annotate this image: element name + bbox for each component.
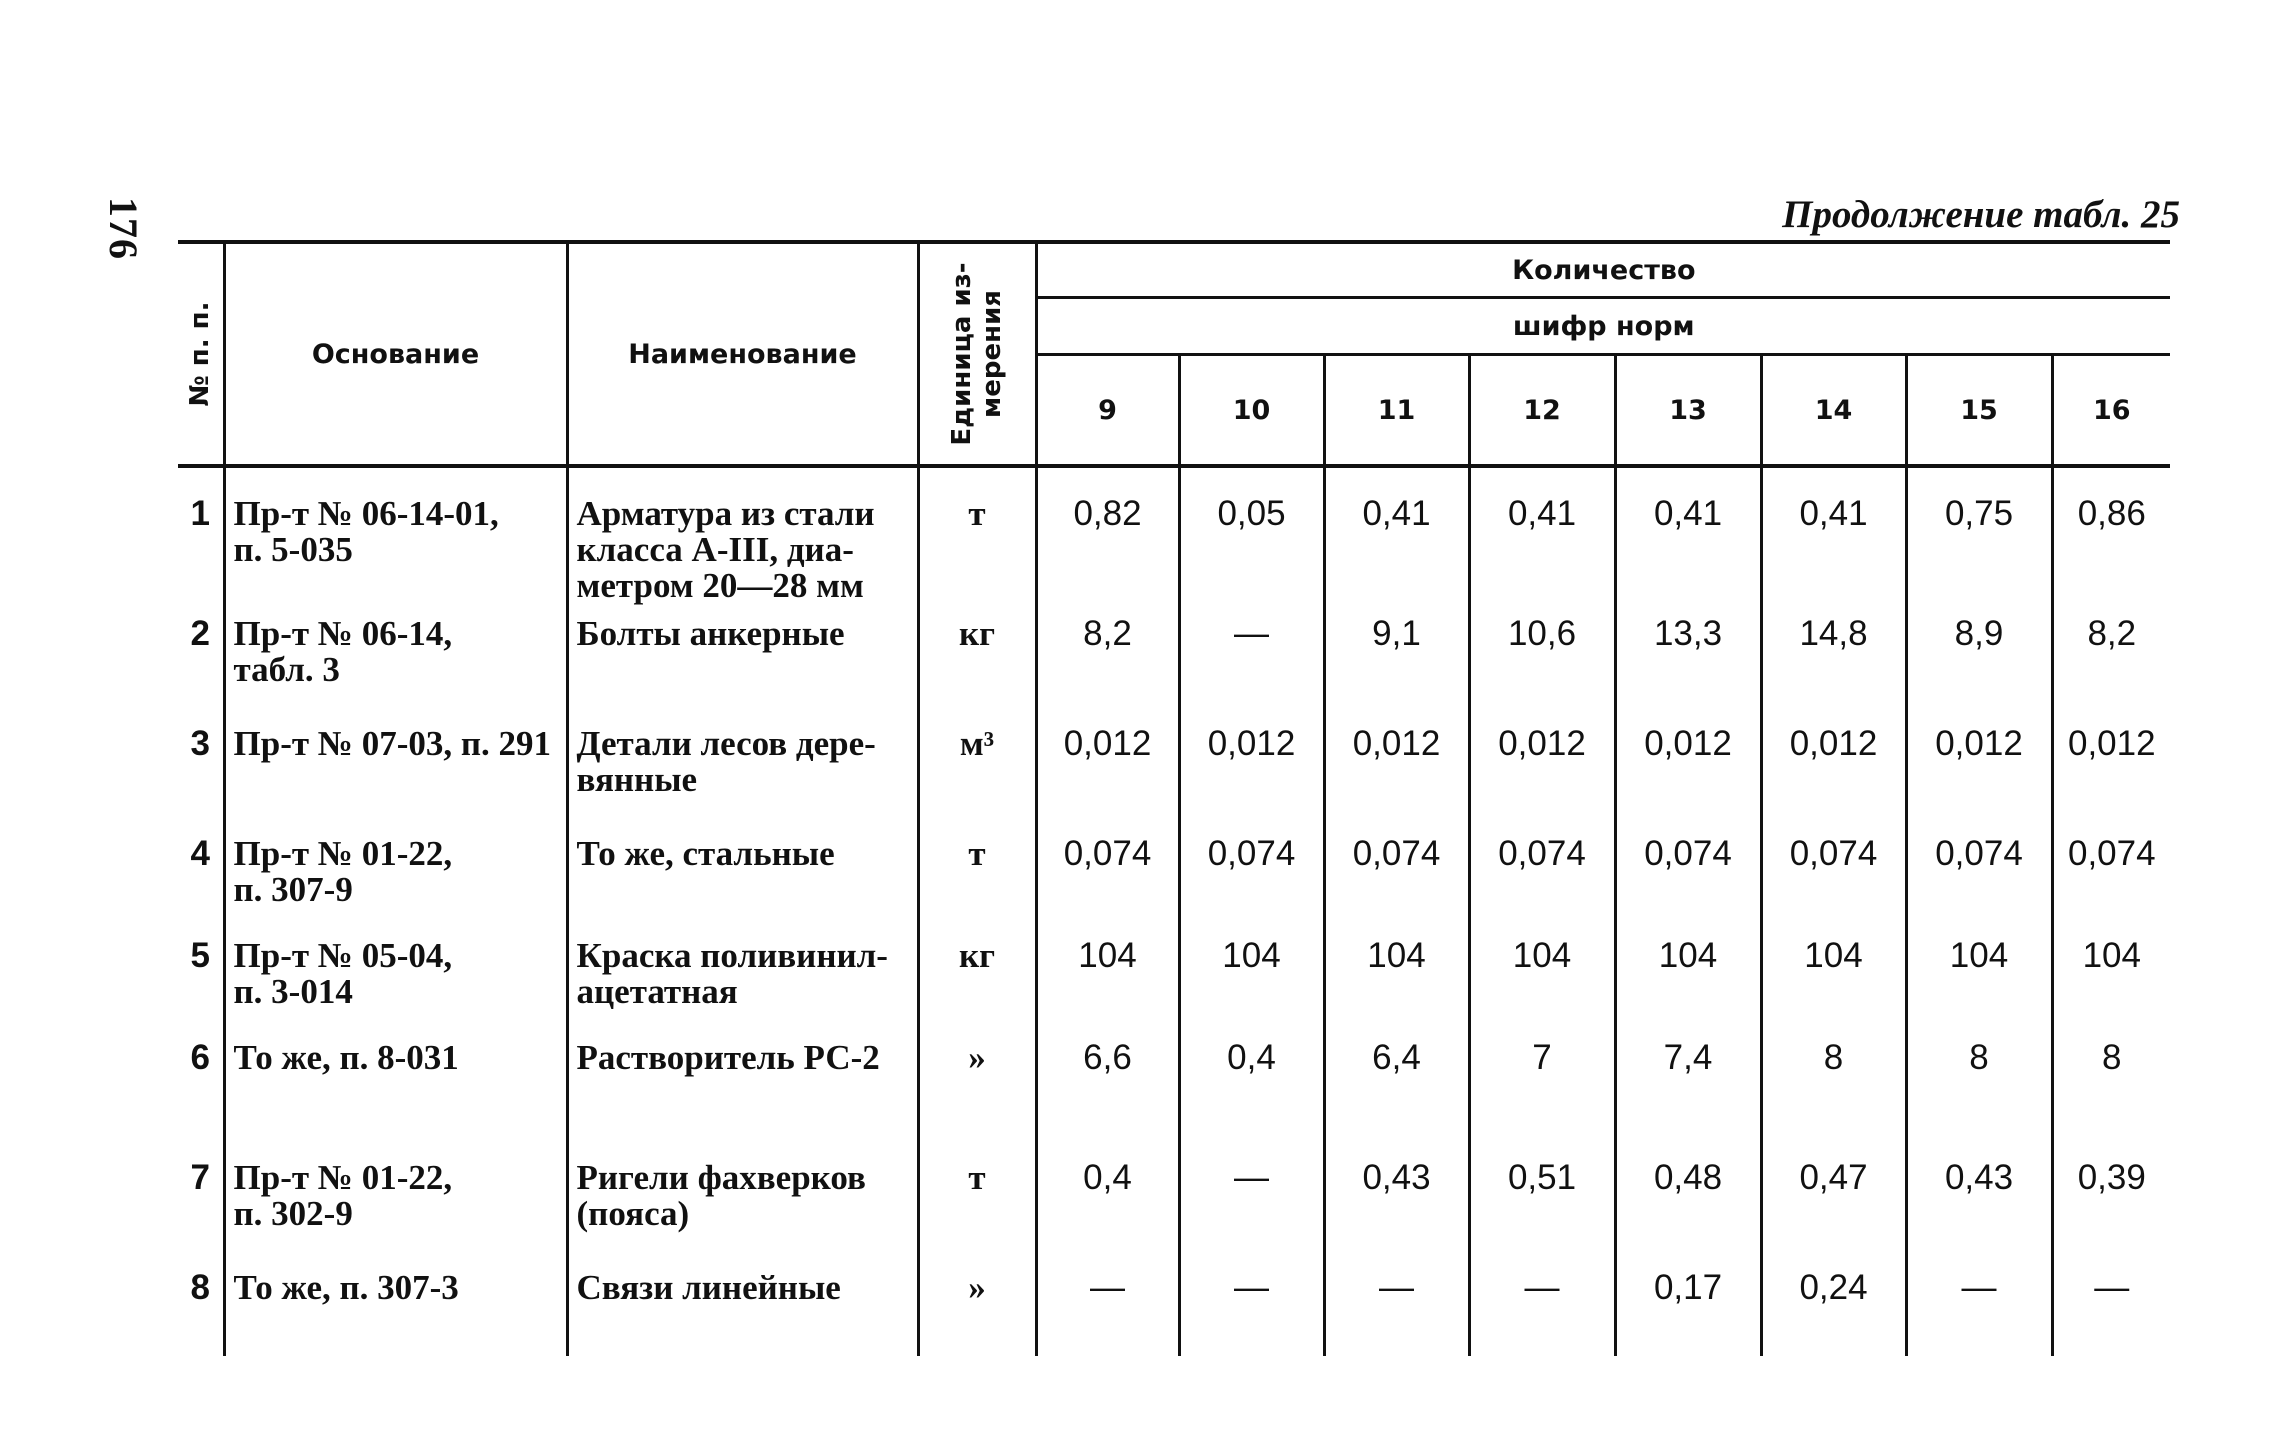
row-value: 0,074 [1615, 826, 1761, 928]
row-unit: кг [918, 928, 1036, 1030]
row-basis: Пр-т № 01-22, п. 307-9 [224, 826, 567, 928]
row-name: Связи линейные [567, 1258, 918, 1356]
row-value: 0,074 [1324, 826, 1469, 928]
row-value: 0,012 [1179, 716, 1324, 826]
row-name: То же, стальные [567, 826, 918, 928]
row-value: 0,012 [1761, 716, 1906, 826]
table-row [178, 928, 2170, 1030]
row-value: — [1179, 606, 1324, 716]
row-value: 0,012 [1324, 716, 1469, 826]
row-value: 104 [1036, 928, 1179, 1030]
row-value: — [1324, 1258, 1469, 1356]
header-code: 11 [1324, 355, 1469, 467]
row-value: 0,51 [1469, 1150, 1615, 1258]
row-unit: т [918, 1150, 1036, 1258]
row-value: 0,82 [1036, 466, 1179, 606]
row-value: 0,39 [2052, 1150, 2170, 1258]
row-value: — [1469, 1258, 1615, 1356]
row-value: 0,012 [1469, 716, 1615, 826]
row-basis: Пр-т № 06-14-01, п. 5-035 [224, 466, 567, 606]
row-value: — [1179, 1258, 1324, 1356]
row-value: 0,012 [2052, 716, 2170, 826]
row-number: 6 [190, 1038, 210, 1077]
norms-table-wrap [178, 240, 2170, 1356]
table-header [178, 242, 2170, 466]
row-value: 0,47 [1761, 1150, 1906, 1258]
row-value: 0,41 [1469, 466, 1615, 606]
row-name: Растворитель РС-2 [567, 1030, 918, 1150]
row-unit: т [918, 826, 1036, 928]
row-value: 0,012 [1906, 716, 2052, 826]
row-value: 104 [1324, 928, 1469, 1030]
header-code: 16 [2052, 355, 2170, 467]
row-value: 8,2 [1036, 606, 1179, 716]
header-unit: Единица из- мерения [918, 242, 1036, 466]
row-value: 0,41 [1761, 466, 1906, 606]
table-row [178, 1030, 2170, 1150]
row-value: 14,8 [1761, 606, 1906, 716]
row-value: 0,75 [1906, 466, 2052, 606]
row-name: Арматура из стали класса А-III, диа- метром 20—28 мм [567, 466, 918, 606]
row-unit: т [918, 466, 1036, 606]
row-value: 9,1 [1324, 606, 1469, 716]
header-code: 10 [1179, 355, 1324, 467]
table-caption: Продолжение табл. 25 [1782, 193, 2180, 236]
row-basis: Пр-т № 07-03, п. 291 [224, 716, 567, 826]
row-value: 6,4 [1324, 1030, 1469, 1150]
header-basis: Основание [224, 242, 567, 466]
header-quantity: Количество [1036, 242, 2170, 298]
row-value: — [1906, 1258, 2052, 1356]
row-basis: То же, п. 8-031 [224, 1030, 567, 1150]
row-unit: м³ [918, 716, 1036, 826]
row-number: 8 [190, 1268, 210, 1307]
row-value: 0,17 [1615, 1258, 1761, 1356]
row-unit: кг [918, 606, 1036, 716]
header-code: 14 [1761, 355, 1906, 467]
table-row [178, 606, 2170, 716]
row-value: 104 [2052, 928, 2170, 1030]
row-value: 104 [1906, 928, 2052, 1030]
table-row [178, 716, 2170, 826]
row-value: 0,41 [1615, 466, 1761, 606]
row-value: 0,4 [1179, 1030, 1324, 1150]
row-value: 0,41 [1324, 466, 1469, 606]
norms-table [178, 240, 2170, 1356]
header-norm-code: шифр норм [1036, 298, 2170, 355]
row-value: 0,012 [1615, 716, 1761, 826]
page-number: 176 [101, 197, 146, 260]
row-unit: » [918, 1258, 1036, 1356]
row-value: 0,074 [1469, 826, 1615, 928]
row-value: 0,86 [2052, 466, 2170, 606]
table-row [178, 826, 2170, 928]
row-value: 0,4 [1036, 1150, 1179, 1258]
row-value: 0,05 [1179, 466, 1324, 606]
table-row [178, 1258, 2170, 1356]
row-number: 2 [190, 614, 210, 653]
row-value: 104 [1761, 928, 1906, 1030]
header-code: 13 [1615, 355, 1761, 467]
row-value: 7,4 [1615, 1030, 1761, 1150]
table-row [178, 1150, 2170, 1258]
row-value: 10,6 [1469, 606, 1615, 716]
row-value: 0,074 [1036, 826, 1179, 928]
row-value: 0,074 [1179, 826, 1324, 928]
row-value: 104 [1469, 928, 1615, 1030]
header-name: Наименование [567, 242, 918, 466]
row-number: 7 [190, 1158, 210, 1197]
row-number: 3 [190, 724, 210, 763]
row-value: 8 [1761, 1030, 1906, 1150]
row-number: 5 [190, 936, 210, 975]
row-value: 7 [1469, 1030, 1615, 1150]
row-basis: Пр-т № 01-22, п. 302-9 [224, 1150, 567, 1258]
row-basis: Пр-т № 06-14, табл. 3 [224, 606, 567, 716]
row-value: 8,9 [1906, 606, 2052, 716]
table-row [178, 466, 2170, 606]
row-value: 0,24 [1761, 1258, 1906, 1356]
row-name: Краска поливинил- ацетатная [567, 928, 918, 1030]
header-code: 15 [1906, 355, 2052, 467]
row-value: — [2052, 1258, 2170, 1356]
row-value: 0,074 [1906, 826, 2052, 928]
row-value: — [1036, 1258, 1179, 1356]
row-number: 4 [190, 834, 210, 873]
row-value: 13,3 [1615, 606, 1761, 716]
row-number: 1 [190, 494, 210, 533]
row-name: Болты анкерные [567, 606, 918, 716]
row-name: Детали лесов дере- вянные [567, 716, 918, 826]
row-value: 0,074 [2052, 826, 2170, 928]
row-value: 0,43 [1324, 1150, 1469, 1258]
row-value: 104 [1615, 928, 1761, 1030]
row-value: 8 [1906, 1030, 2052, 1150]
row-value: 8,2 [2052, 606, 2170, 716]
header-num: № п. п. [185, 301, 216, 407]
row-basis: Пр-т № 05-04, п. 3-014 [224, 928, 567, 1030]
row-value: 6,6 [1036, 1030, 1179, 1150]
header-code: 12 [1469, 355, 1615, 467]
row-value: — [1179, 1150, 1324, 1258]
row-name: Ригели фахверков (пояса) [567, 1150, 918, 1258]
header-code: 9 [1036, 355, 1179, 467]
row-basis: То же, п. 307-3 [224, 1258, 567, 1356]
row-value: 8 [2052, 1030, 2170, 1150]
row-unit: » [918, 1030, 1036, 1150]
row-value: 104 [1179, 928, 1324, 1030]
row-value: 0,074 [1761, 826, 1906, 928]
row-value: 0,012 [1036, 716, 1179, 826]
row-value: 0,48 [1615, 1150, 1761, 1258]
table-body [178, 466, 2170, 1356]
row-value: 0,43 [1906, 1150, 2052, 1258]
